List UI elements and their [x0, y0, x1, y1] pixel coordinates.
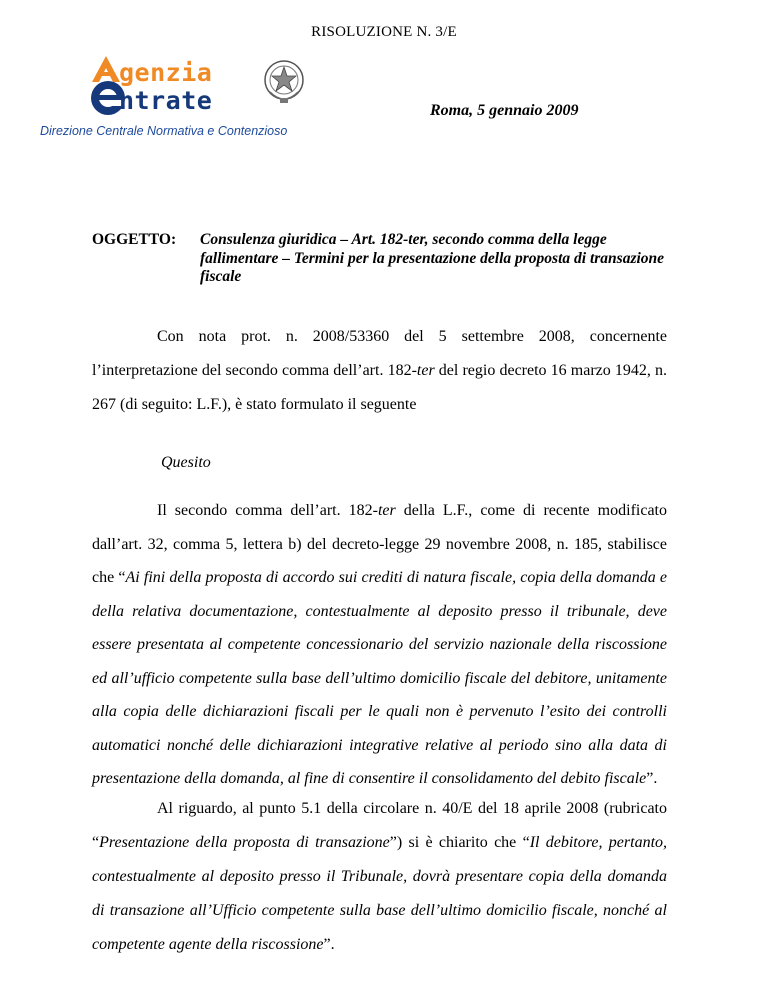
paragraph-intro: Con nota prot. n. 2008/53360 del 5 settembre 2008, concernente l’interpretazione del secondo comma dell’art. 182-ter del regio decreto 16 marzo 1942, n. 267 (di seguito: L.F.), è stato formulato il seguente [92, 328, 667, 413]
republic-emblem-icon [262, 54, 306, 110]
subject-text: Consulenza giuridica – Art. 182-ter, secondo comma della legge fallimentare – Termini per la presentazione della proposta di transazione fiscale [200, 231, 665, 285]
subject-label: OGGETTO: [92, 231, 177, 248]
paragraph-circolare: Al riguardo, al punto 5.1 della circolare n. 40/E del 18 aprile 2008 (rubricato “Presentazione della proposta di transazione”) si è chiarito che “Il debitore, pertanto, contestualmente al deposito presso il Tribunale, dovrà presentare copia della domanda di transazione all’Ufficio competente sulla base dell’ultimo domicilio fiscale, nonché al competente agente della riscossione”. [92, 800, 668, 953]
logo-word-ntrate: ntrate [119, 86, 213, 115]
section-heading-quesito: Quesito [161, 454, 211, 471]
agenzia-entrate-logo [72, 52, 312, 120]
department-subtitle: Direzione Centrale Normativa e Contenzioso [40, 124, 288, 138]
logo-word-genzia: genzia [119, 58, 213, 87]
document-date: Roma, 5 gennaio 2009 [430, 102, 579, 119]
subject-block [92, 231, 667, 287]
paragraph-quesito: Il secondo comma dell’art. 182-ter della L.F., come di recente modificato dall’art. 32, comma 5, lettera b) del decreto-legge 29 novembre 2008, n. 185, stabilisce che “Ai fini della proposta di accordo sui crediti di natura fiscale, copia della domanda e della relativa documentazione, contestualmente al deposito presso il tribunale, deve essere presentata al competente concessionario del servizio nazionale della riscossione ed all’ufficio competente sulla base dell’ultimo domicilio fiscale del debitore, unitamente alla copia delle dichiarazioni fiscali per le quali non è pervenuto l’esito dei controlli automatici nonché delle dichiarazioni integrative relative al periodo sino alla data di presentazione della domanda, al fine di consentire il consolidamento del debito fiscale”. [92, 502, 667, 787]
header-title: RISOLUZIONE N. 3/E [311, 24, 457, 40]
